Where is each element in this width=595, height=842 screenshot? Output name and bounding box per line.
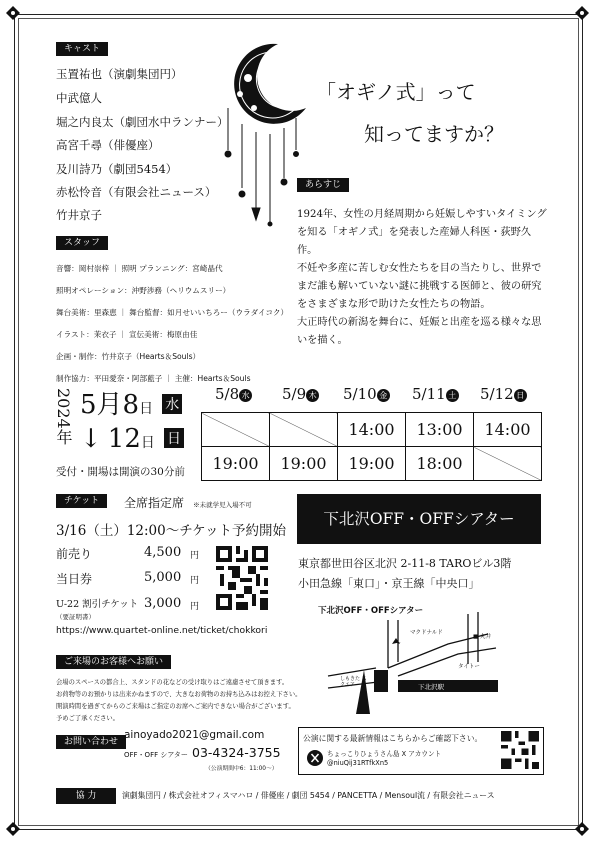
sns-lead: 公演に関する最新情報はこちらからご確認下さい。 bbox=[303, 734, 483, 743]
corner-ornament-icon bbox=[6, 822, 20, 836]
notice-line: お荷物等のお預かりは出来かねますので、大きなお荷物のお持ち込みはお控え下さい。 bbox=[56, 691, 302, 698]
start-day: 8 bbox=[122, 390, 140, 420]
staff-line: イラスト：茉衣子 ｜ 宣伝美術：梅原由佳 bbox=[56, 330, 198, 339]
venue-name-banner: 下北沢OFF・OFFシアター bbox=[297, 494, 541, 544]
notice-line: 会場のスペースの都合上、スタンドの花などの受け取りはご遠慮させて頂きます。 bbox=[56, 679, 289, 686]
show-time-cell: 14:00 bbox=[338, 413, 406, 447]
cast-member: 堀之内良太（劇団水中ランナー） bbox=[56, 115, 229, 129]
headline-line2: 知ってますか？ bbox=[364, 122, 504, 146]
x-logo-icon[interactable] bbox=[307, 750, 323, 766]
seating-note: ※未就学児入場不可 bbox=[193, 501, 252, 509]
map-title: 下北沢OFF・OFFシアター bbox=[318, 606, 424, 616]
performance-schedule-table bbox=[201, 412, 542, 481]
seating-type bbox=[124, 492, 252, 511]
show-time-cell: 19:00 bbox=[338, 447, 406, 481]
notice-line: 予めご了承ください。 bbox=[56, 715, 119, 722]
story-paragraph: 1924年、女性の月経周期から妊娠しやすいタイミングを知る「オギノ式」を発表した産婦人科医・荻野久作。 bbox=[297, 209, 547, 256]
sns-handle[interactable]: @niuQij31RTfkXn5 bbox=[327, 759, 389, 767]
show-time-cell: 19:00 bbox=[202, 447, 270, 481]
schedule-date: 5/10 bbox=[343, 385, 377, 403]
story-text bbox=[297, 206, 547, 350]
staff-line: 企画・制作：竹井京子（Hearts＆Souls） bbox=[56, 352, 201, 361]
end-day: 12 bbox=[107, 424, 141, 454]
no-show-cell bbox=[202, 413, 270, 447]
schedule-dow: 土 bbox=[446, 389, 459, 402]
show-time-cell: 13:00 bbox=[406, 413, 474, 447]
schedule-dow: 日 bbox=[514, 389, 527, 402]
map-label-mcdonalds: マクドナルド bbox=[410, 630, 443, 636]
ticket-tag: チケット bbox=[56, 494, 107, 508]
schedule-day-head bbox=[282, 385, 319, 403]
ticket-url[interactable]: https://www.quartet-online.net/ticket/chokkori bbox=[56, 625, 268, 636]
staff-tag: スタッフ bbox=[56, 236, 108, 250]
schedule-date: 5/9 bbox=[282, 385, 307, 403]
staff-line: 舞台美術：里森恵 ｜ 舞台監督：如月せいいちろー（ウラダイコク） bbox=[56, 308, 289, 317]
show-time-cell: 19:00 bbox=[270, 447, 338, 481]
headline-line1: 「オギノ式」って bbox=[316, 80, 476, 104]
price-label: 前売り bbox=[56, 547, 93, 561]
sns-qr-code-icon[interactable] bbox=[501, 731, 539, 769]
no-show-cell bbox=[270, 413, 338, 447]
seating-label: 全席指定席 bbox=[124, 496, 185, 510]
ticket-qr-code-icon[interactable] bbox=[216, 546, 268, 610]
end-dow-badge: 日 bbox=[164, 428, 184, 448]
end-date bbox=[80, 424, 184, 454]
year-vertical: 2024年 bbox=[54, 388, 73, 445]
price-label: 当日券 bbox=[56, 572, 93, 586]
end-day-unit: 日 bbox=[140, 435, 155, 451]
contact-phone[interactable]: 03-4324-3755 bbox=[192, 745, 281, 760]
start-dow-badge: 水 bbox=[162, 394, 182, 414]
schedule-dow: 水 bbox=[239, 389, 252, 402]
show-time-cell: 18:00 bbox=[406, 447, 474, 481]
cast-tag: キャスト bbox=[56, 42, 108, 56]
map-label-square: しもきた スクエア bbox=[340, 676, 367, 688]
contact-tag: お問い合わせ bbox=[56, 735, 126, 749]
venue-access: 小田急線「東口」・京王線「中央口」 bbox=[298, 577, 480, 590]
evening-row bbox=[202, 447, 542, 481]
map-label-marui: ■ 丸井 bbox=[473, 634, 491, 640]
ticket-sale-start: 3/16（土）12:00～チケット予約開始 bbox=[56, 523, 287, 539]
schedule-date: 5/8 bbox=[215, 385, 240, 403]
schedule-date: 5/12 bbox=[480, 385, 514, 403]
schedule-dow: 金 bbox=[377, 389, 390, 402]
staff-line: 制作協力：平田愛奈・阿部藍子 ｜ 主催：Hearts＆Souls bbox=[56, 374, 251, 383]
story-tag: あらすじ bbox=[297, 178, 349, 192]
corner-ornament-icon bbox=[575, 6, 589, 20]
staff-line: 照明オペレーション：沖野渉務（ヘリウムスリー） bbox=[56, 286, 231, 295]
story-paragraph: 不妊や多産に苦しむ女性たちを目の当たりし、世界でまだ誰も解いていない謎に挑戦する医師と、彼の研究をさまざまな形で助けた女性たちの物語。 bbox=[297, 263, 542, 310]
notice-tag: ご来場のお客様へお願い bbox=[56, 655, 171, 669]
matinee-row bbox=[202, 413, 542, 447]
cooperation-text: 演劇集団円 / 株式会社オフィスマハロ / 俳優座 / 劇団 5454 / PANCETTA / Mensoul流 / 有限会社ニュース bbox=[122, 791, 495, 800]
notice-line: 開演時間を過ぎてからのご来場はご指定のお席へご案内できない場合がございます。 bbox=[56, 703, 295, 710]
range-arrow: ↓ bbox=[80, 424, 102, 454]
start-date bbox=[80, 384, 182, 421]
price-row bbox=[56, 570, 200, 587]
corner-ornament-icon bbox=[6, 6, 20, 20]
price-unit: 円 bbox=[190, 551, 200, 561]
price-unit: 円 bbox=[190, 576, 200, 586]
cast-member: 中武億人 bbox=[56, 91, 102, 105]
map-label-taito: タイトー bbox=[458, 664, 480, 670]
cast-member: 玉置祐也（演劇集団円） bbox=[56, 67, 183, 81]
cast-member: 竹井京子 bbox=[56, 208, 102, 222]
schedule-dow: 木 bbox=[306, 389, 319, 402]
staff-line: 音響：岡村崇梓 ｜ 照明 プランニング：宮崎晶代 bbox=[56, 264, 223, 273]
start-month: 5月 bbox=[80, 390, 123, 420]
schedule-day-head bbox=[412, 385, 459, 403]
price-sub-note: （要証明書） bbox=[56, 613, 95, 621]
price-row bbox=[56, 596, 200, 612]
price-amount: 3,000 bbox=[144, 596, 182, 611]
doors-note: 受付・開場は開演の30分前 bbox=[56, 466, 185, 478]
corner-ornament-icon bbox=[575, 822, 589, 836]
contact-theater-label: OFF・OFF シアター bbox=[124, 751, 188, 759]
price-label: U-22 割引チケット bbox=[56, 599, 139, 610]
crescent-moon-illustration bbox=[218, 38, 310, 228]
cooperation-tag: 協 力 bbox=[56, 788, 116, 804]
show-time-cell: 14:00 bbox=[474, 413, 542, 447]
venue-address: 東京都世田谷区北沢 2-11-8 TAROビル3階 bbox=[298, 557, 512, 570]
price-amount: 4,500 bbox=[144, 545, 182, 560]
schedule-date: 5/11 bbox=[412, 385, 446, 403]
price-amount: 5,000 bbox=[144, 570, 182, 585]
schedule-day-head bbox=[480, 385, 527, 403]
story-paragraph: 大正時代の新潟を舞台に、妊娠と出産を巡る様々な思いを描く。 bbox=[297, 317, 542, 346]
sns-box bbox=[298, 727, 544, 775]
contact-hours: （公演期間中6：11:00～） bbox=[205, 766, 278, 772]
cast-member: 及川詩乃（劇団5454） bbox=[56, 162, 178, 176]
price-unit: 円 bbox=[190, 602, 200, 612]
price-row bbox=[56, 545, 200, 562]
map-label-station: 下北沢駅 bbox=[418, 683, 444, 691]
schedule-day-head bbox=[215, 385, 252, 403]
no-show-cell bbox=[474, 447, 542, 481]
contact-email[interactable]: ainoyado2021@gmail.com bbox=[124, 729, 265, 741]
venue-map bbox=[318, 604, 518, 722]
cast-member: 高宮千尋（俳優座） bbox=[56, 138, 160, 152]
schedule-day-head bbox=[343, 385, 390, 403]
start-day-unit: 日 bbox=[139, 401, 154, 417]
map-drawing bbox=[318, 604, 518, 722]
sns-account-name: ちょっこりひょうさん島 X アカウント bbox=[327, 750, 442, 758]
cast-member: 赤松怜音（有限会社ニュース） bbox=[56, 185, 217, 199]
